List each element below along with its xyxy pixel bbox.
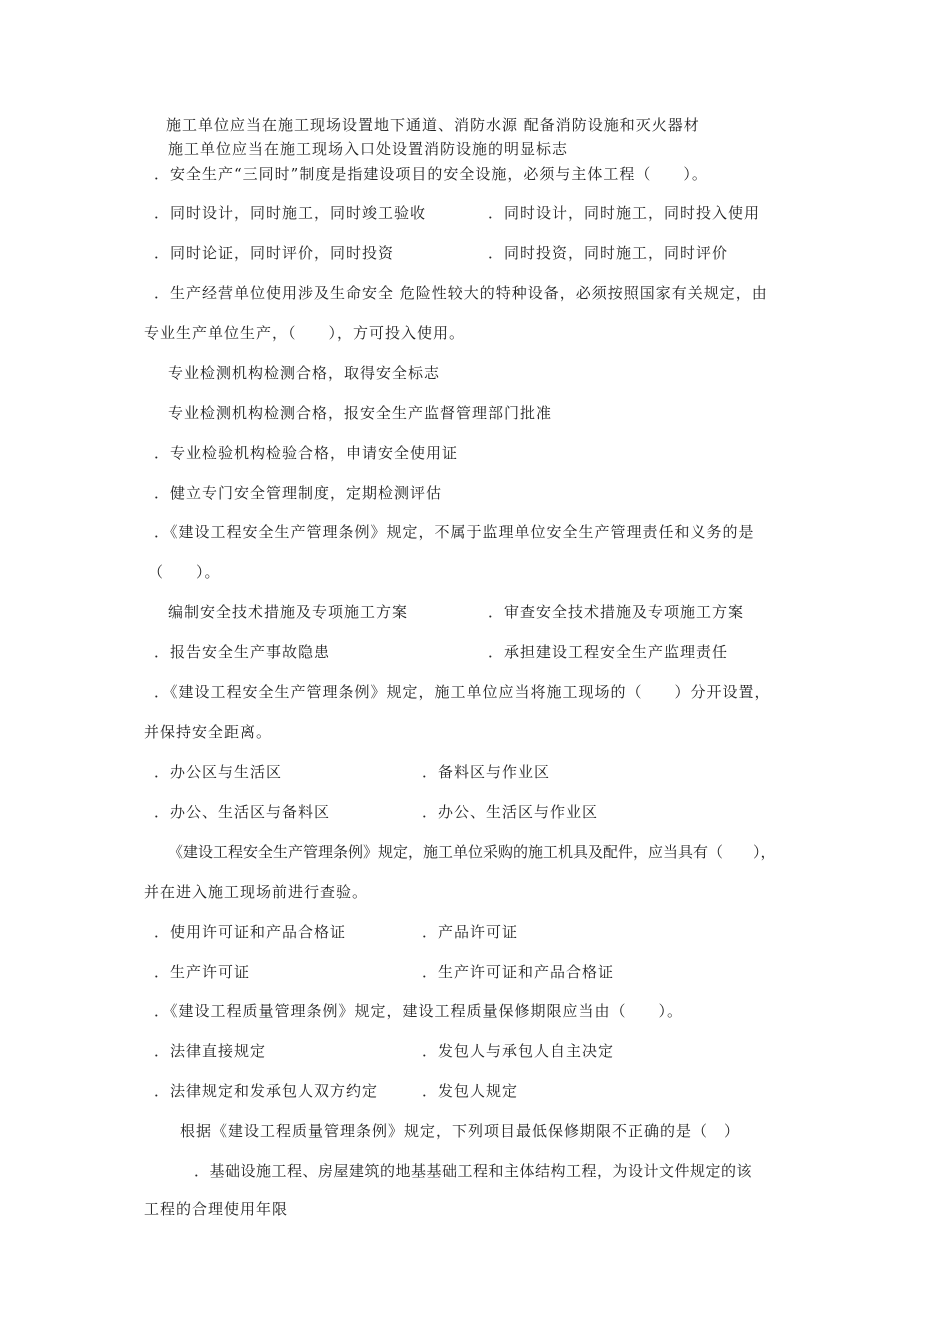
option-line: 专业检测机构检测合格，取得安全标志 <box>168 364 441 382</box>
text-line: 施工单位应当在施工现场设置地下通道、消防水源 配备消防设施和灭火器材 <box>166 116 700 134</box>
option-line: 工程的合理使用年限 <box>144 1200 289 1218</box>
option-line: ．专业检验机构检验合格，申请安全使用证 <box>154 444 459 462</box>
question-line: ．生产经营单位使用涉及生命安全 危险性较大的特种设备，必须按照国家有关规定，由 <box>154 284 768 302</box>
option-line: ．同时投资，同时施工，同时评价 <box>488 244 729 262</box>
option-line: ．生产许可证 <box>154 963 251 981</box>
option-line: ．办公、生活区与作业区 <box>422 803 599 821</box>
option-line: ．报告安全生产事故隐患 <box>154 643 331 661</box>
option-line: ．承担建设工程安全生产监理责任 <box>488 643 729 661</box>
option-line: 专业检测机构检测合格，报安全生产监督管理部门批准 <box>168 404 553 422</box>
question-line: 专业生产单位生产，（ ），方可投入使用。 <box>144 324 466 342</box>
option-line: 编制安全技术措施及专项施工方案 <box>168 603 409 621</box>
question-line: 根据《建设工程质量管理条例》规定，下列项目最低保修期限不正确的是（ ） <box>180 1122 741 1140</box>
option-line: ．审查安全技术措施及专项施工方案 <box>488 603 745 621</box>
question-line: ．《建设工程安全生产管理条例》规定，不属于监理单位安全生产管理责任和义务的是 <box>154 523 755 541</box>
question-line: ．《建设工程安全生产管理条例》规定，施工单位应当将施工现场的（ ）分开设置， <box>154 683 771 701</box>
option-line: ．办公、生活区与备料区 <box>154 803 331 821</box>
option-line: ．同时论证，同时评价，同时投资 <box>154 244 395 262</box>
option-line: ．办公区与生活区 <box>154 763 283 781</box>
question-line: （ ）。 <box>148 563 221 581</box>
option-line: ．产品许可证 <box>422 923 519 941</box>
option-line: ．发包人规定 <box>422 1082 519 1100</box>
option-line: ．同时设计，同时施工，同时投入使用 <box>488 204 761 222</box>
question-line: 《建设工程安全生产管理条例》规定，施工单位采购的施工机具及配件，应当具有（ ）， <box>168 843 776 861</box>
option-line: ．法律规定和发承包人双方约定 <box>154 1082 379 1100</box>
option-line: ．同时设计，同时施工，同时竣工验收 <box>154 204 427 222</box>
question-line: ．《建设工程质量管理条例》规定，建设工程质量保修期限应当由（ ）。 <box>154 1002 684 1020</box>
option-line: ．健立专门安全管理制度，定期检测评估 <box>154 484 443 502</box>
text-line: 施工单位应当在施工现场入口处设置消防设施的明显标志 <box>168 140 569 158</box>
question-line: 并保持安全距离。 <box>144 723 273 741</box>
question-line: 并在进入施工现场前进行查验。 <box>144 883 369 901</box>
option-line: ．生产许可证和产品合格证 <box>422 963 615 981</box>
option-line: ．基础设施工程、房屋建筑的地基基础工程和主体结构工程，为设计文件规定的该 <box>194 1162 753 1180</box>
option-line: ．法律直接规定 <box>154 1042 267 1060</box>
option-line: ．发包人与承包人自主决定 <box>422 1042 615 1060</box>
option-line: ．使用许可证和产品合格证 <box>154 923 347 941</box>
question-line: ．安全生产“三同时”制度是指建设项目的安全设施，必须与主体工程（ ）。 <box>154 165 708 183</box>
option-line: ．备料区与作业区 <box>422 763 551 781</box>
